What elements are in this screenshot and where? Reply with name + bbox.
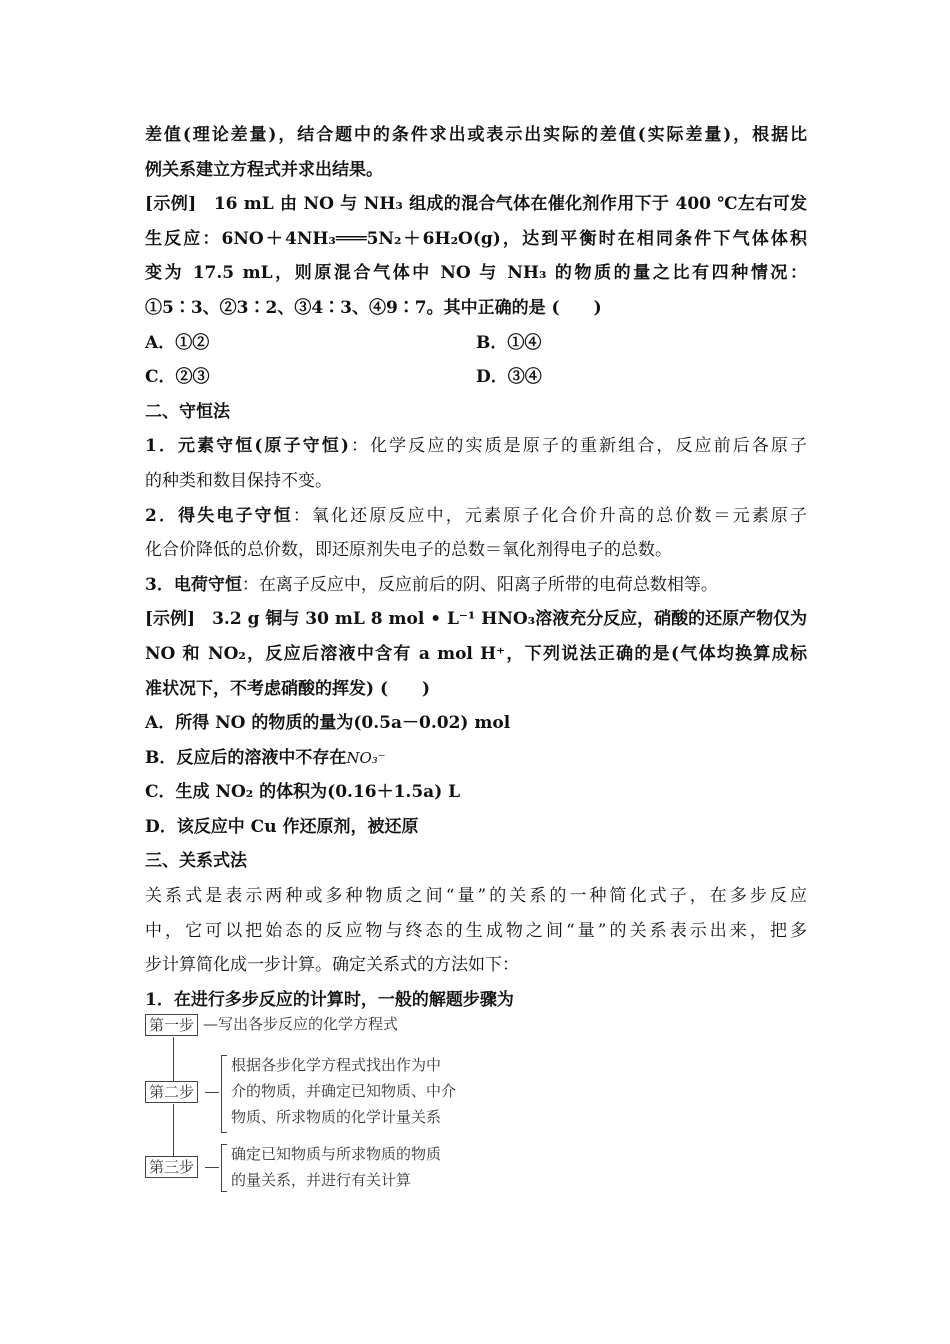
connector-1-2 [173, 1037, 174, 1081]
section2-item1-line-1 [145, 429, 807, 464]
intro-line-1: 差值(理论差量)，结合题中的条件求出或表示出实际的差值(实际差量)，根据比 [145, 125, 807, 145]
example2-option-d: D．该反应中 Cu 作还原剂，被还原 [145, 816, 419, 837]
step1-text: —写出各步反应的化学方程式 [203, 1015, 399, 1033]
example1-text-1: 16 mL 由 NO 与 NH₃ 组成的混合气体在催化剂作用下于 400 ℃左右可发 [213, 194, 808, 215]
step3-bracket [221, 1144, 227, 1192]
example1-options-row-1 [145, 326, 807, 361]
example1-option-c: C．②③ [145, 367, 210, 388]
step2-box: 第二步 [145, 1081, 198, 1103]
step3-box: 第三步 [145, 1156, 198, 1178]
section2-item1-line-2: 的种类和数目保持不变。 [145, 470, 332, 491]
section2-item2-line-1 [145, 499, 807, 534]
step2-text-1: 根据各步化学方程式找出作为中 [231, 1056, 442, 1074]
section2-item1-head: 1．元素守恒(原子守恒) [145, 436, 349, 457]
section2-item1-text-1: ：化学反应的实质是原子的重新组合，反应前后各原子 [348, 436, 808, 457]
steps-diagram [145, 1010, 475, 1200]
example2-option-b-row [145, 741, 807, 776]
section3-line-1: 关系式是表示两种或多种物质之间“量”的关系的一种简化式子，在多步反应 [145, 886, 807, 907]
section3-item1: 1．在进行多步反应的计算时，一般的解题步骤为 [145, 989, 514, 1010]
example2-option-a: A．所得 NO 的物质的量为(0.5a－0.02) mol [145, 713, 511, 734]
example2-option-c: C．生成 NO₂ 的体积为(0.16＋1.5a) L [145, 782, 461, 803]
step2-connector [205, 1092, 219, 1093]
document-body [145, 118, 807, 1017]
intro-line-2: 例关系建立方程式并求出结果。 [145, 159, 383, 180]
section3-line-2: 中，它可以把始态的反应物与终态的生成物之间“量”的关系表示出来，把多 [145, 920, 807, 941]
step3-text-1: 确定已知物质与所求物质的物质 [231, 1145, 442, 1163]
section2-item2-line-2: 化合价降低的总价数，即还原剂失电子的总数＝氧化剂得电子的总数。 [145, 540, 672, 561]
section2-item3-head: 3．电荷守恒 [145, 574, 242, 595]
example1-option-d: D．③④ [476, 367, 542, 388]
step3-text-2: 的量关系，并进行有关计算 [231, 1171, 412, 1189]
section2-item2-head: 2．得失电子守恒 [145, 505, 293, 526]
example1-tag: [示例] [145, 194, 197, 215]
step2-text-2: 介的物质，并确定已知物质、中介 [231, 1082, 457, 1100]
example1-options-row-2 [145, 360, 807, 395]
example2-line-3: 准状况下，不考虑硝酸的挥发) ( ) [145, 678, 431, 699]
example1-line-3: 变为 17.5 mL，则原混合气体中 NO 与 NH₃ 的物质的量之比有四种情况： [145, 263, 807, 284]
step3-connector [205, 1167, 219, 1168]
section2-item3-line-1 [145, 568, 807, 603]
example2-text-1: 3.2 g 铜与 30 mL 8 mol • L⁻¹ HNO₃溶液充分反应，硝酸的还原产物仅为 [212, 609, 808, 630]
step2-bracket [221, 1055, 227, 1133]
nitrate-ion-formula: NO₃⁻ [346, 748, 386, 767]
section3-title: 三、关系式法 [145, 851, 247, 872]
example1-line-2: 生反应：6NO＋4NH₃═══5N₂＋6H₂O(g)，达到平衡时在相同条件下气体体积 [145, 228, 807, 249]
example1-line-1 [145, 187, 807, 222]
connector-2-3 [173, 1104, 174, 1156]
example2-line-2: NO 和 NO₂，反应后溶液中含有 a mol H⁺，下列说法正确的是(气体均换算成标 [145, 643, 807, 664]
example1-line-4: ①5∶3、②3∶2、③4∶3、④9∶7。其中正确的是 ( ) [145, 297, 602, 318]
section3-line-3: 步计算简化成一步计算。确定关系式的方法如下： [145, 955, 519, 976]
section2-item2-text-1: ：氧化还原反应中，元素原子化合价升高的总价数＝元素原子 [292, 505, 807, 526]
section2-title: 二、守恒法 [145, 401, 230, 422]
example1-option-a: A．①② [145, 332, 210, 353]
example2-line-1 [145, 602, 807, 637]
section2-item3-text-1: ：在离子反应中，反应前后的阴、阳离子所带的电荷总数相等。 [241, 574, 718, 595]
example2-tag: [示例] [145, 609, 196, 630]
example1-option-b: B．①④ [476, 332, 542, 353]
step1-box: 第一步 [145, 1014, 198, 1036]
example2-option-b: B．反应后的溶液中不存在 [145, 747, 347, 768]
step2-text-3: 物质、所求物质的化学计量关系 [231, 1108, 442, 1126]
